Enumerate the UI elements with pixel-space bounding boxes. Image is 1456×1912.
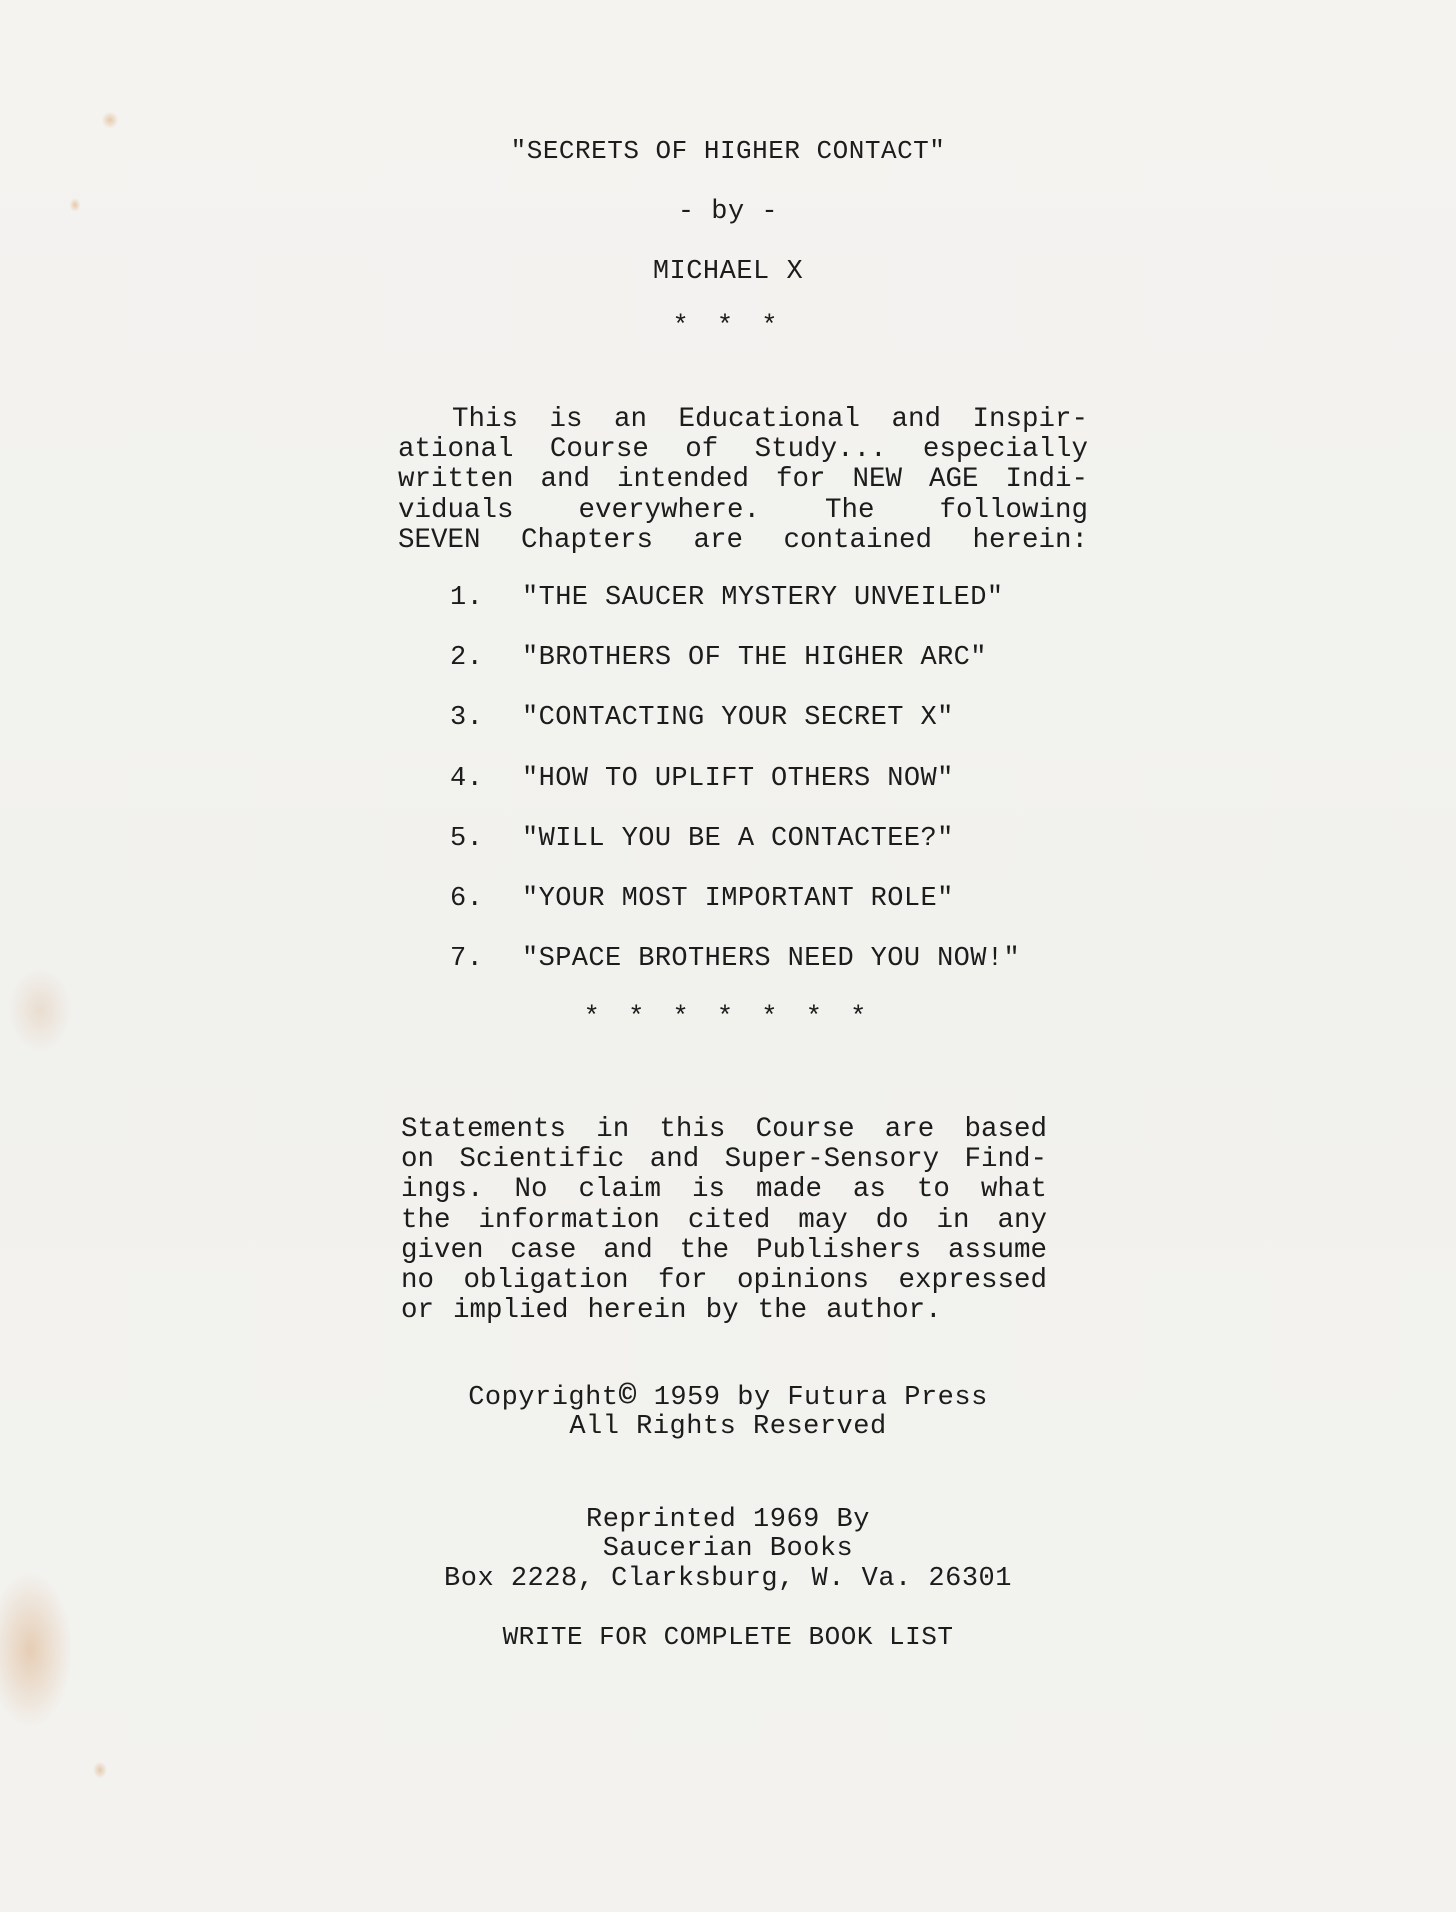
chapter-title: "HOW TO UPLIFT OTHERS NOW" [522, 763, 954, 794]
chapter-number: 6. [450, 883, 484, 914]
chapter-item [450, 764, 1020, 824]
rights-reserved: All Rights Reserved [569, 1412, 887, 1442]
disclaimer-paragraph [401, 1115, 1047, 1326]
disclaimer-line: no obligation for opinions expressed [401, 1265, 1047, 1297]
disclaimer-line: ings. No claim is made as to what [401, 1174, 1047, 1206]
intro-line: This is an Educational and Inspir- [452, 404, 1088, 435]
publisher-address: Box 2228, Clarksburg, W. Va. 26301 [444, 1564, 1012, 1594]
chapter-number: 3. [450, 703, 484, 734]
disclaimer-line: the information cited may do in any [401, 1204, 1047, 1236]
chapter-item [450, 643, 1020, 703]
intro-line: viduals everywhere. The following [398, 494, 1088, 526]
chapter-item [450, 944, 1020, 1004]
chapter-title: "WILL YOU BE A CONTACTEE?" [522, 823, 954, 854]
chapter-item [450, 703, 1020, 763]
chapter-list [450, 583, 1020, 1004]
byline: - by - [677, 197, 779, 227]
disclaimer-line: or implied herein by the author. [401, 1295, 942, 1327]
chapter-number: 5. [450, 823, 484, 854]
chapter-number: 1. [450, 583, 484, 613]
copyright-line: Copyright© 1959 by Futura Press [468, 1380, 988, 1414]
chapter-item [450, 583, 1020, 643]
disclaimer-line: Statements in this Course are based [401, 1114, 1047, 1145]
intro-paragraph [398, 405, 1088, 556]
intro-line: ational Course of Study... especially [398, 434, 1088, 466]
separator-long: * * * * * * * [583, 1003, 873, 1033]
chapter-title: "THE SAUCER MYSTERY UNVEILED" [522, 583, 1004, 613]
reprint-line: Reprinted 1969 By [586, 1505, 870, 1535]
chapter-title: "CONTACTING YOUR SECRET X" [522, 703, 954, 734]
chapter-number: 4. [450, 763, 484, 794]
copyright-symbol-icon: © [618, 1380, 638, 1414]
chapter-number: 2. [450, 643, 484, 674]
chapter-number: 7. [450, 944, 484, 975]
publisher-name: Saucerian Books [602, 1534, 854, 1564]
chapter-item [450, 884, 1020, 944]
intro-line: SEVEN Chapters are contained herein: [398, 524, 1088, 556]
chapter-title: "YOUR MOST IMPORTANT ROLE" [522, 883, 954, 914]
disclaimer-line: given case and the Publishers assume [401, 1234, 1047, 1266]
intro-line: written and intended for NEW AGE Indi- [398, 464, 1088, 496]
separator-short: * * * [672, 312, 784, 342]
chapter-title: "SPACE BROTHERS NEED YOU NOW!" [522, 944, 1021, 975]
document-title: "SECRETS OF HIGHER CONTACT" [510, 136, 946, 166]
book-list-notice: WRITE FOR COMPLETE BOOK LIST [502, 1622, 954, 1652]
disclaimer-line: on Scientific and Super-Sensory Find- [401, 1144, 1047, 1176]
author-name: MICHAEL X [652, 257, 804, 287]
chapter-item [450, 824, 1020, 884]
chapter-title: "BROTHERS OF THE HIGHER ARC" [522, 643, 987, 674]
